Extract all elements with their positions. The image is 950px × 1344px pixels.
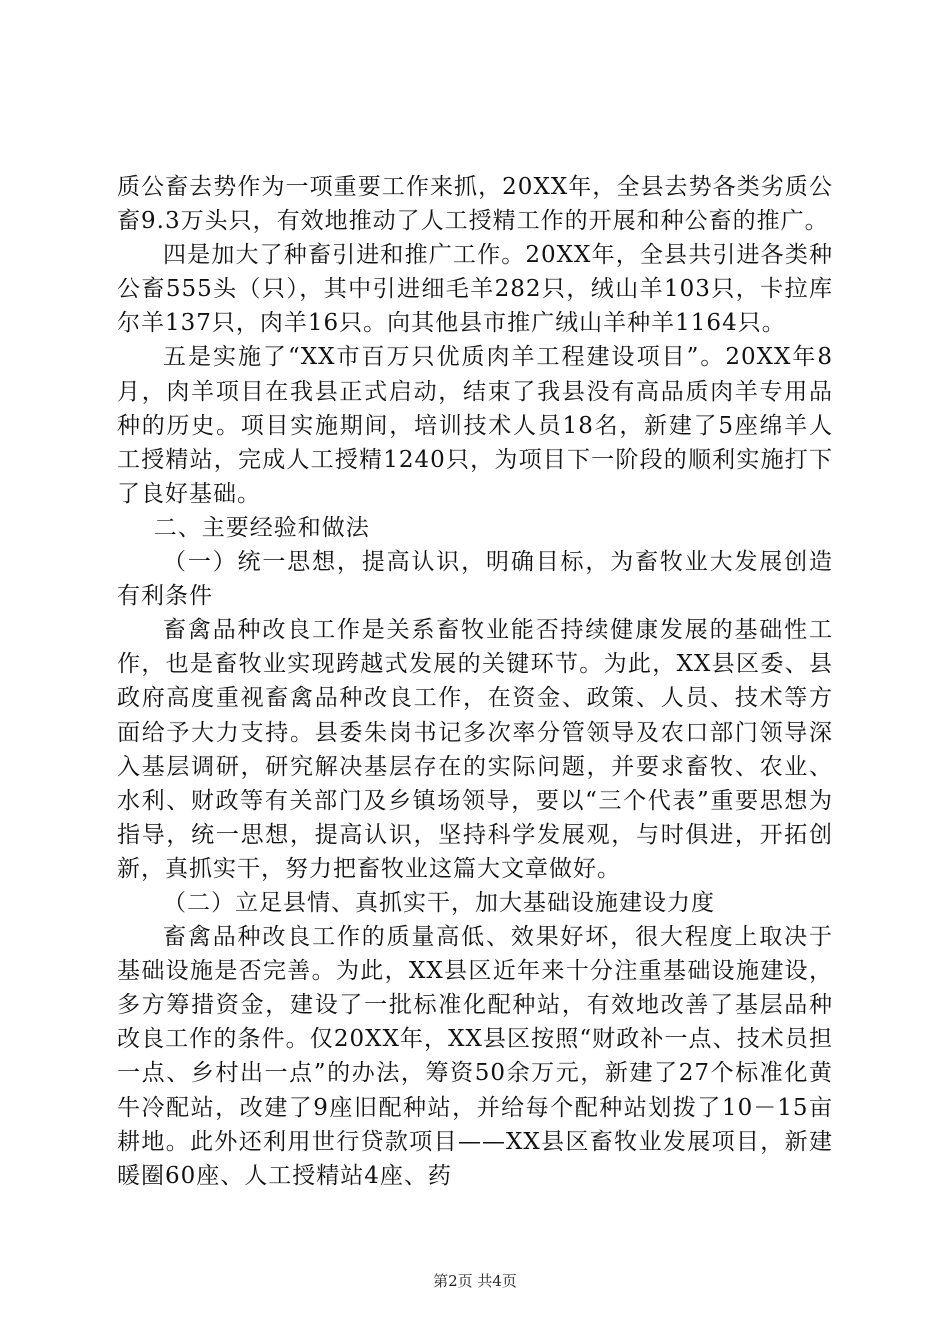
paragraph-point-five: 五是实施了“XX市百万只优质肉羊工程建设项目”。20XX年8月，肉羊项目在我县正式启动，结束了我县没有高品质肉羊专用品种的历史。项目实施期间，培训技术人员18名，新建了5座绵羊人工授精站，完成人工授精1240只，为项目下一阶段的顺利实施打下了良好基础。: [117, 344, 833, 507]
subsection-heading-one: （一）统一思想，提高认识，明确目标，为畜牧业大发展创造有利条件: [117, 549, 833, 610]
page-footer: [0, 1270, 950, 1291]
section-heading-experience: 二、主要经验和做法: [153, 514, 370, 541]
page-number: 第2页 共4页: [433, 1272, 517, 1290]
paragraph-subsection-one: 畜禽品种改良工作是关系畜牧业能否持续健康发展的基础性工作，也是畜牧业实现跨越式发展的关键环节。为此，XX县区委、县政府高度重视畜禽品种改良工作，在资金、政策、人员、技术等方面给予大力支持。县委朱岗书记多次率分管领导及农口部门领导深入基层调研，研究解决基层存在的实际问题，并要求畜牧、农业、水利、财政等有关部门及乡镇场领导，要以“三个代表”重要思想为指导，统一思想，提高认识，坚持科学发展观，与时俱进，开拓创新，真抓实干，努力把畜牧业这篇大文章做好。: [117, 617, 833, 882]
paragraph-continued: 质公畜去势作为一项重要工作来抓，20XX年，全县去势各类劣质公畜9.3万头只，有效地推动了人工授精工作的开展和种公畜的推广。: [117, 174, 833, 235]
paragraph-point-four: 四是加大了种畜引进和推广工作。20XX年，全县共引进各类种公畜555头（只），其中引进细毛羊282只，绒山羊103只，卡拉库尔羊137只，肉羊16只。向其他县市推广绒山羊种羊1164只。: [117, 242, 833, 337]
paragraph-subsection-two: 畜禽品种改良工作的质量高低、效果好坏，很大程度上取决于基础设施是否完善。为此，XX县区近年来十分注重基础设施建设，多方筹措资金，建设了一批标准化配种站，有效地改善了基层品种改良工作的条件。仅20XX年，XX县区按照“财政补一点、技术员担一点、乡村出一点”的办法，筹资50余万元，新建了27个标准化黄牛冷配站，改建了9座旧配种站，并给每个配种站划拨了10－15亩耕地。此外还利用世行贷款项目——XX县区畜牧业发展项目，新建暖圈60座、人工授精站4座、药: [117, 924, 833, 1189]
document-body: [117, 170, 833, 1193]
subsection-heading-two: （二）立足县情、真抓实干，加大基础设施建设力度: [163, 889, 715, 916]
